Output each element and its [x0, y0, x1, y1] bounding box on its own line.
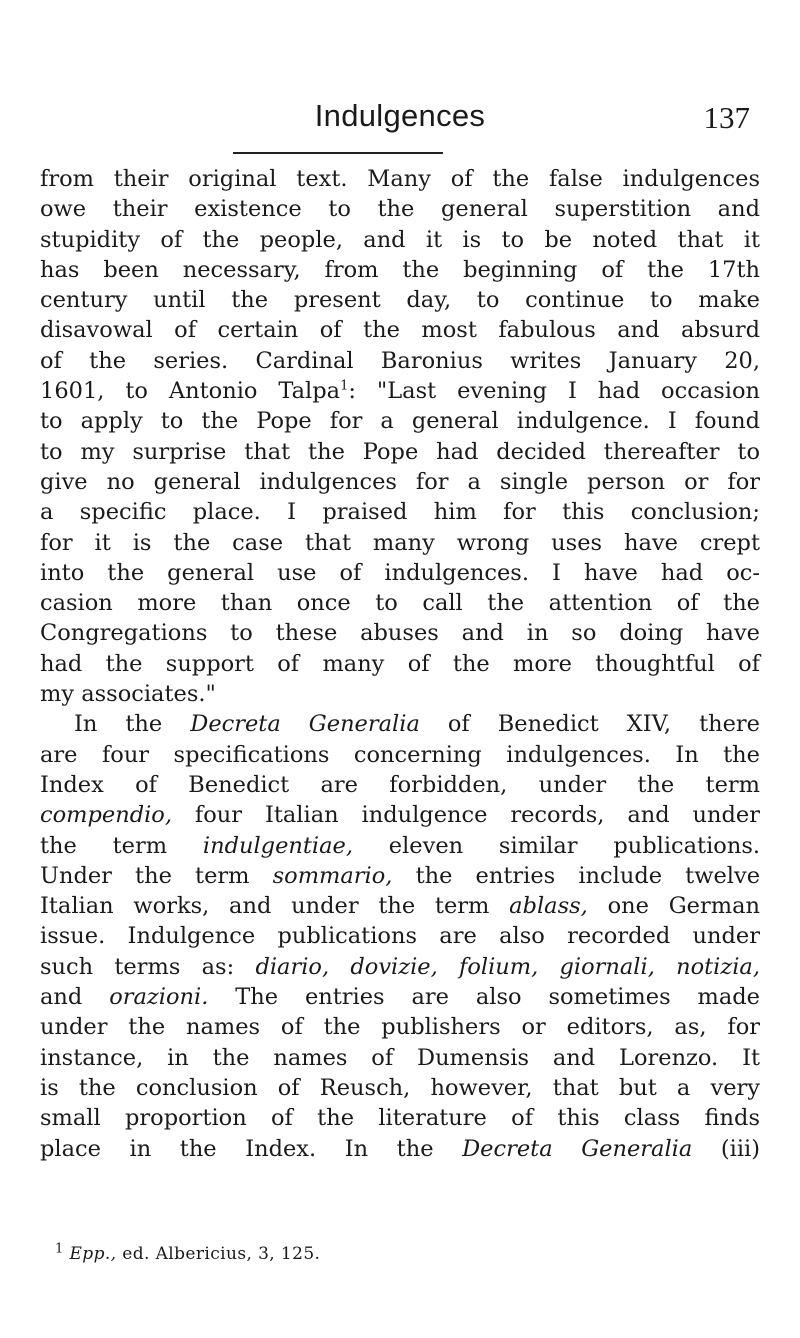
text-line: owe their existence to the general superstition and	[40, 196, 760, 223]
italic-term: diario, dovizie, folium, giornali, notizia,	[255, 953, 760, 980]
text-run: Italian works, and under the term	[40, 893, 490, 920]
italic-term: orazioni.	[109, 984, 209, 1011]
text-line: casion more than once to call the attention of the	[40, 590, 760, 617]
text-run: the entries include twelve	[392, 862, 761, 889]
text-line: are four specifications concerning indulgences. In the	[40, 741, 760, 768]
italic-term: ablass,	[509, 893, 588, 920]
running-title: Indulgences	[314, 98, 486, 133]
header-rule	[233, 152, 443, 154]
text-line: to apply to the Pope for a general indulgence. I found	[40, 408, 760, 435]
text-line: issue. Indulgence publications are also recorded under	[40, 923, 760, 950]
text-line: has been necessary, from the beginning of the 17th	[40, 256, 760, 283]
text-line	[40, 891, 760, 921]
footnote-marker: 1	[55, 1241, 64, 1257]
italic-term: Decreta Generalia	[462, 1135, 693, 1162]
text-run: place in the Index. In the	[40, 1135, 434, 1162]
text-run: Under the term	[40, 862, 250, 889]
text-line	[40, 952, 760, 982]
footnote	[55, 1241, 321, 1264]
text-run: of Benedict XIV, there	[419, 711, 760, 738]
text-run: one German	[587, 893, 760, 920]
text-line: from their original text. Many of the false indulgences	[40, 166, 760, 192]
text-line: into the general use of indulgences. I have had oc-	[40, 559, 760, 586]
text-line	[40, 1134, 760, 1164]
text-line: Congregations to these abuses and in so doing have	[40, 620, 760, 647]
italic-term: sommario,	[272, 862, 393, 889]
text-line	[40, 376, 760, 406]
text-line: my associates."	[40, 681, 216, 708]
text-run: the term	[40, 832, 168, 859]
body-text	[40, 164, 760, 1164]
text-line: give no general indulgences for a single person or for	[40, 468, 760, 495]
footnote-italic: Epp.,	[69, 1244, 117, 1264]
text-line: to my surprise that the Pope had decided thereafter to	[40, 438, 760, 465]
text-run: four Italian indulgence records, and under	[194, 802, 760, 829]
text-run: : "Last evening I had occasion	[348, 378, 760, 405]
text-line: disavowal of certain of the most fabulous and absurd	[40, 317, 760, 344]
text-line: century until the present day, to continue to make	[40, 287, 760, 314]
italic-term: Decreta Generalia	[190, 711, 420, 738]
text-run: and	[40, 984, 83, 1011]
text-line	[40, 982, 760, 1012]
text-line	[40, 861, 760, 891]
italic-term: compendio,	[40, 802, 172, 829]
text-line	[40, 800, 760, 830]
text-line: is the conclusion of Reusch, however, that but a very	[40, 1074, 760, 1101]
text-run: The entries are also sometimes made	[208, 984, 760, 1011]
footnote-text: ed. Albericius, 3, 125.	[116, 1244, 321, 1264]
footnote-ref: 1	[340, 378, 349, 394]
text-line: stupidity of the people, and it is to be noted that it	[40, 226, 760, 253]
text-run: eleven similar publications.	[353, 832, 761, 859]
text-line: had the support of many of the more thoughtful of	[40, 650, 760, 677]
text-line: for it is the case that many wrong uses have crept	[40, 529, 760, 556]
running-header	[0, 98, 800, 138]
text-run: (iii)	[692, 1135, 760, 1162]
text-line	[40, 831, 760, 861]
page-number: 137	[703, 100, 750, 135]
italic-term: indulgentiae,	[202, 832, 353, 859]
text-run: In the	[74, 711, 163, 738]
text-line: small proportion of the literature of this class finds	[40, 1105, 760, 1132]
text-run: 1601, to Antonio Talpa	[40, 378, 341, 405]
text-line: under the names of the publishers or editors, as, for	[40, 1014, 760, 1041]
text-line: a specific place. I praised him for this conclusion;	[40, 499, 760, 526]
text-line: of the series. Cardinal Baronius writes January 20,	[40, 347, 760, 374]
text-line: instance, in the names of Dumensis and Lorenzo. It	[40, 1044, 760, 1071]
text-line	[40, 709, 760, 739]
text-run: such terms as:	[40, 953, 235, 980]
text-line: Index of Benedict are forbidden, under the term	[40, 771, 760, 798]
